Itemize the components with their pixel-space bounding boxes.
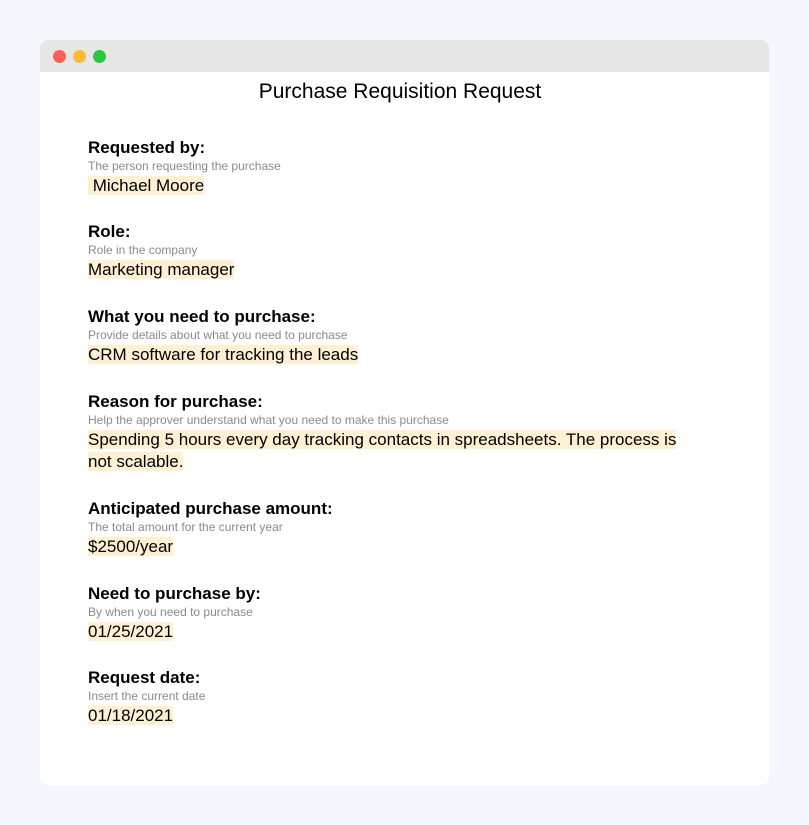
- field-value[interactable]: Marketing manager: [88, 260, 235, 279]
- maximize-window-button[interactable]: [93, 50, 106, 63]
- field-requested-by: [88, 138, 281, 197]
- field-reason-for-purchase: [88, 392, 698, 473]
- field-hint: The total amount for the current year: [88, 520, 283, 534]
- field-value[interactable]: Michael Moore: [88, 176, 205, 195]
- field-label: Reason for purchase:: [88, 392, 263, 411]
- field-value[interactable]: CRM software for tracking the leads: [88, 345, 359, 364]
- field-label: Need to purchase by:: [88, 584, 261, 603]
- field-what-to-purchase: [88, 307, 358, 366]
- field-hint: Help the approver understand what you need to make this purchase: [88, 413, 449, 427]
- minimize-window-button[interactable]: [73, 50, 86, 63]
- field-need-to-purchase-by: [88, 584, 261, 643]
- close-window-button[interactable]: [53, 50, 66, 63]
- field-value[interactable]: Spending 5 hours every day tracking contacts in spreadsheets. The process is not scalable.: [88, 430, 677, 471]
- field-hint: The person requesting the purchase: [88, 159, 281, 173]
- field-value[interactable]: $2500/year: [88, 537, 174, 556]
- field-label: Request date:: [88, 668, 201, 687]
- field-label: What you need to purchase:: [88, 307, 316, 326]
- field-request-date: [88, 668, 205, 727]
- field-hint: Role in the company: [88, 243, 198, 257]
- document-title: Purchase Requisition Request: [258, 80, 542, 103]
- field-role: [88, 222, 234, 281]
- field-label: Role:: [88, 222, 131, 241]
- field-hint: Provide details about what you need to purchase: [88, 328, 348, 342]
- window-titlebar: [40, 40, 769, 72]
- field-label: Requested by:: [88, 138, 206, 157]
- field-value[interactable]: 01/18/2021: [88, 706, 174, 725]
- document-window: [40, 40, 769, 785]
- field-hint: By when you need to purchase: [88, 605, 253, 619]
- field-value[interactable]: 01/25/2021: [88, 622, 174, 641]
- field-hint: Insert the current date: [88, 689, 206, 703]
- field-anticipated-amount: [88, 499, 333, 558]
- field-label: Anticipated purchase amount:: [88, 499, 333, 518]
